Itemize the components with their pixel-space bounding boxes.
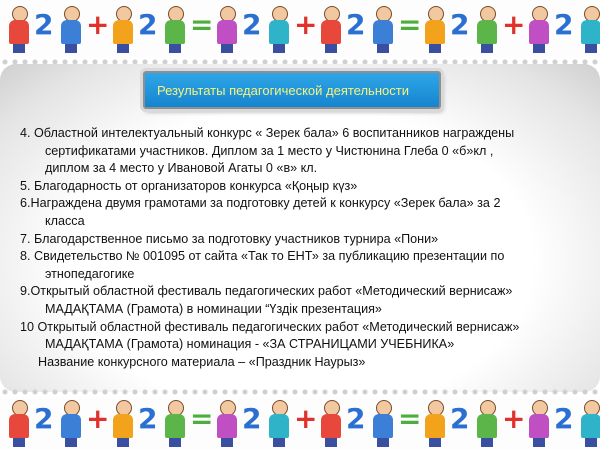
child-figure-decoration [56, 398, 86, 448]
child-figure-decoration [524, 4, 554, 54]
child-figure-decoration [264, 398, 294, 448]
list-item-line: 10 Открытый областной фестиваль педагогических работ «Методический вернисаж» [20, 319, 520, 334]
list-item-line: 8. Свидетельство № 001095 от сайта «Так то ЕНТ» за публикацию презентации по [20, 249, 505, 264]
math-glyph-decoration: 2 [34, 402, 54, 435]
list-item-line: Название конкурсного материала – «Праздник Наурыз» [38, 354, 366, 369]
slide-title-box [143, 71, 441, 109]
math-glyph-decoration: 2 [242, 8, 262, 41]
child-figure-decoration [264, 4, 294, 54]
child-figure-decoration [472, 4, 502, 54]
math-glyph-decoration: + [86, 402, 110, 435]
math-glyph-decoration: + [86, 8, 110, 41]
child-figure-decoration [576, 398, 600, 448]
list-item [20, 125, 580, 178]
bottom-chain-divider [0, 388, 600, 396]
bottom-decorative-border [0, 396, 600, 450]
child-figure-decoration [56, 4, 86, 54]
math-glyph-decoration: + [502, 402, 526, 435]
math-glyph-decoration: 2 [554, 402, 574, 435]
math-glyph-decoration: + [294, 402, 318, 435]
math-glyph-decoration: 2 [34, 8, 54, 41]
list-item-line: класса [45, 213, 85, 228]
list-item [20, 178, 580, 196]
list-item [20, 195, 580, 230]
math-glyph-decoration: = [398, 8, 422, 41]
child-figure-decoration [108, 398, 138, 448]
math-glyph-decoration: 2 [138, 8, 158, 41]
child-figure-decoration [4, 4, 34, 54]
slide-title: Результаты педагогической деятельности [157, 83, 409, 98]
list-item [20, 319, 580, 372]
list-item [20, 248, 580, 283]
child-figure-decoration [420, 398, 450, 448]
child-figure-decoration [472, 398, 502, 448]
math-glyph-decoration: = [190, 8, 214, 41]
child-figure-decoration [4, 398, 34, 448]
math-glyph-decoration: 2 [554, 8, 574, 41]
child-figure-decoration [316, 4, 346, 54]
math-glyph-decoration: 2 [346, 8, 366, 41]
math-glyph-decoration: = [398, 402, 422, 435]
child-figure-decoration [212, 4, 242, 54]
child-figure-decoration [368, 4, 398, 54]
math-glyph-decoration: + [294, 8, 318, 41]
list-item-line: 9.Открытый областной фестиваль педагогических работ «Методический вернисаж» [20, 284, 513, 299]
math-glyph-decoration: 2 [450, 402, 470, 435]
list-item-line: 4. Областной интелектуальный конкурс « Зерек бала» 6 воспитанников награждены [20, 126, 515, 140]
list-item-line: МАДАҚТАМА (Грамота) номинация - «ЗА СТРАНИЦАМИ УЧЕБНИКА» [45, 337, 455, 352]
achievements-list [20, 125, 580, 371]
child-figure-decoration [212, 398, 242, 448]
math-glyph-decoration: = [190, 402, 214, 435]
child-figure-decoration [316, 398, 346, 448]
math-glyph-decoration: + [502, 8, 526, 41]
list-item-line: сертификатами участников. Диплом за 1 место у Чистюнина Глеба 0 «б»кл , [45, 143, 494, 158]
list-item [20, 283, 580, 318]
child-figure-decoration [108, 4, 138, 54]
list-item-line: 6.Награждена двумя грамотами за подготовку детей к конкурсу «Зерек бала» за 2 [20, 196, 501, 211]
math-glyph-decoration: 2 [138, 402, 158, 435]
list-item-line: этнопедагогике [45, 266, 135, 281]
child-figure-decoration [524, 398, 554, 448]
math-glyph-decoration: 2 [242, 402, 262, 435]
child-figure-decoration [368, 398, 398, 448]
child-figure-decoration [160, 398, 190, 448]
math-glyph-decoration: 2 [450, 8, 470, 41]
child-figure-decoration [420, 4, 450, 54]
math-glyph-decoration: 2 [346, 402, 366, 435]
list-item-line: 7. Благодарственное письмо за подготовку участников турнира «Пони» [20, 231, 439, 246]
list-item [20, 231, 580, 249]
list-item-line: МАДАҚТАМА (Грамота) в номинации “Үздік презентация» [45, 301, 382, 316]
child-figure-decoration [576, 4, 600, 54]
list-item-line: диплом за 4 место у Ивановой Агаты 0 «в» кл. [45, 161, 318, 176]
top-decorative-border [0, 0, 600, 58]
list-item-line: 5. Благодарность от организаторов конкурса «Қоңыр күз» [20, 178, 358, 193]
child-figure-decoration [160, 4, 190, 54]
